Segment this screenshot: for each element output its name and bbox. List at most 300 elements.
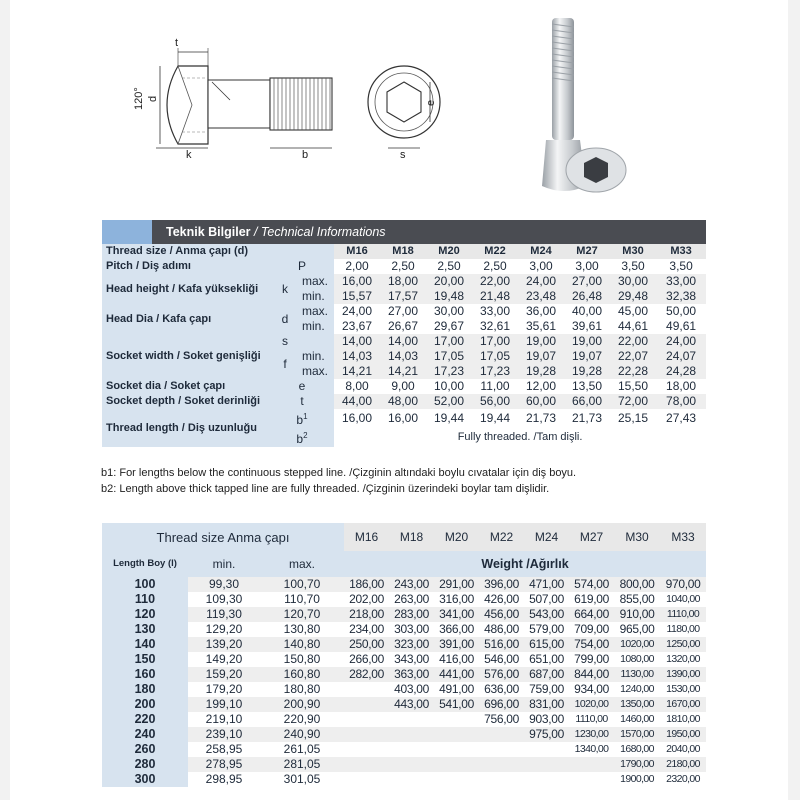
- length-header: Length Boy (l): [102, 551, 188, 577]
- length-min-cell: 298,95: [205, 772, 243, 786]
- table-row: [102, 667, 706, 682]
- weight-cell: 243,00: [389, 577, 434, 592]
- value-cell: 56,00: [472, 394, 518, 409]
- table-row: [102, 637, 706, 652]
- bolt-head-side-view: [167, 66, 208, 144]
- length-cell: 220: [102, 712, 188, 727]
- length-min-cell: 109,30: [205, 592, 243, 606]
- value-cell: 29,48: [610, 289, 656, 304]
- weight-cell: 910,00: [614, 607, 660, 622]
- length-max-cell: 301,05: [283, 772, 321, 786]
- weight-table-header-columns: [102, 551, 706, 577]
- head-height-symbol: k: [270, 274, 300, 304]
- length-max-cell: 150,80: [283, 652, 321, 666]
- value-cell: 14,00: [380, 334, 426, 349]
- size-cell: M20: [426, 244, 472, 259]
- empty-label: [300, 334, 334, 349]
- value-cell: 17,57: [380, 289, 426, 304]
- weight-cell: 1250,00: [660, 637, 706, 652]
- weight-cell: 391,00: [434, 637, 479, 652]
- min-label: min.: [300, 319, 334, 334]
- bolt-drawing-svg: [130, 30, 460, 160]
- length-cell: 180: [102, 682, 188, 697]
- weight-header: Weight /Ağırlık: [344, 551, 706, 577]
- weight-cell: 471,00: [524, 577, 569, 592]
- value-cell: 10,00: [426, 379, 472, 394]
- weight-cell: 202,00: [349, 592, 384, 606]
- fully-threaded-note: Fully threaded. /Tam dişli.: [457, 431, 583, 443]
- length-max-cell: 130,80: [283, 622, 321, 636]
- weight-cell: 1020,00: [614, 637, 660, 652]
- value-cell: 21,73: [518, 409, 564, 428]
- weight-cell: [344, 712, 389, 727]
- weight-cell: 1110,00: [575, 713, 608, 725]
- value-cell: 24,07: [656, 349, 706, 364]
- weight-cell: 263,00: [394, 592, 429, 606]
- max-label: max.: [300, 364, 334, 379]
- table-row: [102, 592, 706, 607]
- value-cell: 17,23: [426, 364, 472, 379]
- value-cell: 44,61: [610, 319, 656, 334]
- weight-cell: 1530,00: [666, 683, 700, 695]
- weight-cell: [479, 757, 524, 772]
- dim-b-label: b: [302, 149, 309, 161]
- value-cell: 17,05: [472, 349, 518, 364]
- weight-cell: 687,00: [524, 667, 569, 682]
- value-cell: 3,00: [518, 259, 564, 274]
- thread-length-label: Thread length / Diş uzunluğu: [102, 409, 270, 447]
- max-label: max.: [300, 274, 334, 289]
- size-header: M22: [479, 523, 524, 551]
- weight-cell: 1230,00: [569, 727, 614, 742]
- weight-cell: [344, 772, 389, 787]
- value-cell: 19,44: [426, 409, 472, 428]
- size-header: M16: [344, 523, 389, 551]
- value-cell: 22,28: [610, 364, 656, 379]
- weight-cell: 456,00: [479, 607, 524, 622]
- weight-cell: [479, 742, 524, 757]
- size-header: M27: [569, 523, 614, 551]
- weight-cell: 507,00: [529, 592, 564, 606]
- size-cell: M27: [564, 244, 610, 259]
- value-cell: 40,00: [564, 304, 610, 319]
- weight-cell: 965,00: [619, 622, 655, 636]
- value-cell: 32,38: [656, 289, 706, 304]
- length-min-cell: 119,30: [188, 607, 260, 622]
- weight-cell: 619,00: [574, 592, 609, 606]
- page-border-right: [788, 0, 800, 800]
- table-row: [102, 772, 706, 787]
- length-min-cell: 179,20: [205, 682, 243, 696]
- weight-cell: 366,00: [439, 622, 474, 636]
- weight-cell: [344, 742, 389, 757]
- length-cell: 130: [102, 622, 188, 637]
- table-row: [102, 727, 706, 742]
- weight-cell: 363,00: [389, 667, 434, 682]
- value-cell: 26,48: [564, 289, 610, 304]
- weight-cell: 323,00: [389, 637, 434, 652]
- weight-cell: 1460,00: [620, 713, 654, 725]
- socket-dia-symbol: e: [270, 379, 334, 394]
- value-cell: 24,00: [518, 274, 564, 289]
- weight-cell: 441,00: [434, 667, 479, 682]
- socket-depth-label: Socket depth / Soket derinliği: [102, 394, 270, 409]
- length-max-cell: 160,80: [260, 667, 344, 682]
- weight-cell: 759,00: [529, 682, 564, 696]
- value-cell: 19,00: [564, 334, 610, 349]
- value-cell: 14,00: [334, 334, 380, 349]
- socket-depth-row: [102, 394, 706, 409]
- value-cell: 17,00: [472, 334, 518, 349]
- length-min-cell: 149,20: [205, 652, 243, 666]
- size-header: M20: [434, 523, 479, 551]
- value-cell: 15,50: [610, 379, 656, 394]
- length-cell: 200: [102, 697, 188, 712]
- weight-cell: 283,00: [389, 607, 434, 622]
- socket-width-s-row: [102, 334, 706, 349]
- size-header: M30: [614, 523, 660, 551]
- length-min-cell: 99,30: [188, 577, 260, 592]
- weight-cell: 291,00: [434, 577, 479, 592]
- value-cell: 60,00: [518, 394, 564, 409]
- weight-cell: 343,00: [394, 652, 429, 666]
- value-cell: 66,00: [564, 394, 610, 409]
- weight-cell: 1110,00: [660, 607, 706, 622]
- table-row: [102, 742, 706, 757]
- weight-cell: 970,00: [660, 577, 706, 592]
- length-min-cell: 159,20: [188, 667, 260, 682]
- weight-cell: 1570,00: [614, 727, 660, 742]
- value-cell: 27,00: [380, 304, 426, 319]
- weight-cell: [434, 742, 479, 757]
- thread-size-row: [102, 244, 706, 259]
- length-cell: 300: [102, 772, 188, 787]
- length-cell: 150: [102, 652, 188, 667]
- weight-cell: 416,00: [439, 652, 474, 666]
- length-max-cell: 110,70: [284, 592, 320, 606]
- value-cell: 18,00: [656, 379, 706, 394]
- length-max-cell: 220,90: [283, 712, 321, 726]
- size-cell: M18: [380, 244, 426, 259]
- value-cell: 13,50: [564, 379, 610, 394]
- length-max-cell: 261,05: [283, 742, 321, 756]
- weight-cell: 756,00: [484, 712, 519, 726]
- value-cell: 72,00: [610, 394, 656, 409]
- thread-length-symbol-b2: $b^2$: [270, 428, 334, 447]
- length-cell: 100: [102, 577, 188, 592]
- weight-cell: [389, 772, 434, 787]
- weight-cell: [524, 757, 569, 772]
- weight-cell: 1810,00: [666, 713, 700, 725]
- value-cell: 23,48: [518, 289, 564, 304]
- value-cell: 17,00: [426, 334, 472, 349]
- weight-cell: [524, 772, 569, 787]
- weight-cell: 234,00: [349, 622, 384, 636]
- dim-angle-label: 120°: [133, 87, 145, 110]
- value-cell: 24,00: [334, 304, 380, 319]
- pitch-row: [102, 259, 706, 274]
- value-cell: 2,50: [472, 259, 518, 274]
- value-cell: 14,03: [380, 349, 426, 364]
- head-dia-label: Head Dia / Kafa çapı: [102, 304, 270, 334]
- length-cell: 110: [102, 592, 188, 607]
- value-cell: 36,00: [518, 304, 564, 319]
- weight-cell: 303,00: [394, 622, 429, 636]
- table-row: [102, 577, 706, 592]
- value-cell: 49,61: [656, 319, 706, 334]
- weight-cell: [344, 727, 389, 742]
- weight-cell: 403,00: [394, 682, 429, 696]
- weight-cell: [479, 727, 524, 742]
- length-min-cell: 219,10: [205, 712, 243, 726]
- weight-table-title: Thread size Anma çapı: [102, 523, 344, 551]
- weight-cell: 1240,00: [620, 683, 654, 695]
- weight-cell: 1790,00: [614, 757, 660, 772]
- weight-cell: 1340,00: [574, 743, 609, 755]
- length-max-cell: 180,80: [283, 682, 321, 696]
- value-cell: 25,15: [610, 409, 656, 428]
- head-height-max-row: [102, 274, 706, 289]
- length-cell: 260: [102, 742, 188, 757]
- weight-cell: [569, 757, 614, 772]
- weight-cell: 576,00: [479, 667, 524, 682]
- value-cell: 78,00: [656, 394, 706, 409]
- weight-cell: [524, 742, 569, 757]
- value-cell: 44,00: [334, 394, 380, 409]
- length-cell: 140: [102, 637, 188, 652]
- socket-width-symbol-f: f: [270, 349, 300, 379]
- weight-cell: 1390,00: [660, 667, 706, 682]
- table-row: [102, 757, 706, 772]
- weight-cell: 1020,00: [569, 697, 614, 712]
- weight-cell: [344, 697, 389, 712]
- size-header: M24: [524, 523, 569, 551]
- head-height-label: Head height / Kafa yüksekliği: [102, 274, 270, 304]
- value-cell: 11,00: [472, 379, 518, 394]
- weight-cell: 186,00: [344, 577, 389, 592]
- weight-cell: 975,00: [524, 727, 569, 742]
- value-cell: 19,48: [426, 289, 472, 304]
- value-cell: 39,61: [564, 319, 610, 334]
- dim-s-label: s: [400, 149, 406, 161]
- value-cell: 24,00: [656, 334, 706, 349]
- size-cell: M16: [334, 244, 380, 259]
- weight-cell: 1180,00: [666, 623, 700, 635]
- value-cell: 30,00: [610, 274, 656, 289]
- size-cell: M30: [610, 244, 656, 259]
- weight-cell: 282,00: [344, 667, 389, 682]
- head-dia-max-row: [102, 304, 706, 319]
- length-min-cell: 239,10: [188, 727, 260, 742]
- weight-cell: 1040,00: [666, 593, 700, 605]
- value-cell: 27,43: [656, 409, 706, 428]
- dim-k-label: k: [186, 149, 192, 161]
- value-cell: 32,61: [472, 319, 518, 334]
- footnotes: [101, 465, 576, 497]
- value-cell: 14,03: [334, 349, 380, 364]
- weight-cell: [389, 712, 434, 727]
- socket-dia-row: [102, 379, 706, 394]
- weight-cell: 709,00: [574, 622, 609, 636]
- size-header: M18: [389, 523, 434, 551]
- weight-cell: 636,00: [484, 682, 519, 696]
- weight-cell: 1080,00: [620, 653, 654, 665]
- value-cell: 22,00: [472, 274, 518, 289]
- weight-table-body: [102, 577, 706, 787]
- value-cell: 14,21: [334, 364, 380, 379]
- weight-cell: [344, 757, 389, 772]
- weight-cell: 579,00: [529, 622, 564, 636]
- weight-cell: 696,00: [479, 697, 524, 712]
- table-row: [102, 607, 706, 622]
- value-cell: 21,73: [564, 409, 610, 428]
- size-cell: M33: [656, 244, 706, 259]
- weight-cell: 426,00: [484, 592, 519, 606]
- value-cell: 23,67: [334, 319, 380, 334]
- technical-info-title: Teknik Bilgiler / Technical Informations: [152, 220, 706, 244]
- thread-length-symbol-b1: $b^1$: [270, 409, 334, 428]
- length-max-cell: 100,70: [260, 577, 344, 592]
- table-row: [102, 712, 706, 727]
- value-cell: 26,67: [380, 319, 426, 334]
- weight-cell: 903,00: [529, 712, 564, 726]
- footnote-b2: b2: Length above thick tapped line are fully threaded. /Çizginin üzerindeki boylar tam dişlidir.: [101, 483, 550, 495]
- weight-cell: [434, 757, 479, 772]
- weight-cell: 934,00: [574, 682, 609, 696]
- length-cell: 160: [102, 667, 188, 682]
- weight-cell: 516,00: [479, 637, 524, 652]
- length-cell: 240: [102, 727, 188, 742]
- weight-cell: 855,00: [619, 592, 655, 606]
- weight-cell: [434, 727, 479, 742]
- value-cell: 12,00: [518, 379, 564, 394]
- weight-cell: 664,00: [569, 607, 614, 622]
- socket-width-label: Socket width / Soket genişliği: [102, 334, 270, 379]
- size-cell: M24: [518, 244, 564, 259]
- weight-cell: [434, 772, 479, 787]
- weight-cell: 1670,00: [660, 697, 706, 712]
- weight-cell: 1130,00: [614, 667, 660, 682]
- dim-t-label: t: [175, 37, 179, 49]
- technical-info-title-bar: [102, 220, 706, 244]
- value-cell: 17,23: [472, 364, 518, 379]
- value-cell: 3,50: [656, 259, 706, 274]
- max-label: max.: [300, 304, 334, 319]
- value-cell: 52,00: [426, 394, 472, 409]
- value-cell: 17,05: [426, 349, 472, 364]
- weight-cell: [434, 712, 479, 727]
- title-accent-block: [102, 220, 152, 244]
- value-cell: 16,00: [334, 274, 380, 289]
- weight-cell: 543,00: [524, 607, 569, 622]
- value-cell: 30,00: [426, 304, 472, 319]
- table-row: [102, 622, 706, 637]
- weight-cell: 266,00: [349, 652, 384, 666]
- bolt-product-photo: [530, 10, 640, 195]
- weight-cell: 2040,00: [666, 743, 700, 755]
- value-cell: 19,28: [518, 364, 564, 379]
- weight-cell: 2180,00: [660, 757, 706, 772]
- value-cell: 2,50: [380, 259, 426, 274]
- value-cell: 3,00: [564, 259, 610, 274]
- value-cell: 19,07: [564, 349, 610, 364]
- thread-length-b1-row: [102, 409, 706, 428]
- bolt-technical-drawing: [130, 30, 460, 160]
- length-max-cell: 120,70: [260, 607, 344, 622]
- length-min-cell: 139,20: [188, 637, 260, 652]
- length-min-cell: 199,10: [188, 697, 260, 712]
- weight-cell: [389, 727, 434, 742]
- size-cell: M22: [472, 244, 518, 259]
- value-cell: 19,07: [518, 349, 564, 364]
- weight-cell: [569, 772, 614, 787]
- dim-e-label: e: [425, 99, 437, 106]
- max-header: max.: [260, 551, 344, 577]
- min-header: min.: [188, 551, 260, 577]
- value-cell: 21,48: [472, 289, 518, 304]
- weight-cell: 615,00: [524, 637, 569, 652]
- value-cell: 2,00: [334, 259, 380, 274]
- weight-cell: 1950,00: [660, 727, 706, 742]
- table-row: [102, 652, 706, 667]
- value-cell: 27,00: [564, 274, 610, 289]
- value-cell: 14,21: [380, 364, 426, 379]
- weight-cell: 491,00: [439, 682, 474, 696]
- length-cell: 120: [102, 607, 188, 622]
- weight-cell: 1680,00: [620, 743, 654, 755]
- thread-size-label: Thread size / Anma çapı (d): [102, 244, 334, 259]
- value-cell: 48,00: [380, 394, 426, 409]
- length-cell: 280: [102, 757, 188, 772]
- weight-cell: 574,00: [569, 577, 614, 592]
- value-cell: 50,00: [656, 304, 706, 319]
- weight-cell: [344, 682, 389, 697]
- value-cell: 8,00: [334, 379, 380, 394]
- weight-cell: 1900,00: [620, 773, 654, 785]
- min-label: min.: [300, 349, 334, 364]
- weight-cell: [389, 757, 434, 772]
- weight-table-header-sizes: [102, 523, 706, 551]
- weight-cell: 218,00: [344, 607, 389, 622]
- table-row: [102, 682, 706, 697]
- value-cell: 19,28: [564, 364, 610, 379]
- value-cell: 33,00: [656, 274, 706, 289]
- value-cell: 3,50: [610, 259, 656, 274]
- weight-cell: 396,00: [479, 577, 524, 592]
- value-cell: 16,00: [380, 409, 426, 428]
- value-cell: 9,00: [380, 379, 426, 394]
- weight-cell: 341,00: [434, 607, 479, 622]
- length-max-cell: 281,05: [260, 757, 344, 772]
- value-cell: 24,28: [656, 364, 706, 379]
- value-cell: 22,00: [610, 334, 656, 349]
- value-cell: 2,50: [426, 259, 472, 274]
- weight-cell: [479, 772, 524, 787]
- weight-cell: 1350,00: [614, 697, 660, 712]
- pitch-symbol: P: [270, 259, 334, 274]
- bolt-thread: [270, 78, 332, 130]
- head-dia-symbol: d: [270, 304, 300, 334]
- value-cell: 20,00: [426, 274, 472, 289]
- value-cell: 29,67: [426, 319, 472, 334]
- weight-cell: 754,00: [569, 637, 614, 652]
- value-cell: 16,00: [334, 409, 380, 428]
- size-header: M33: [660, 523, 706, 551]
- weight-cell: 541,00: [434, 697, 479, 712]
- socket-depth-symbol: t: [270, 394, 334, 409]
- length-max-cell: 140,80: [260, 637, 344, 652]
- weight-cell: 651,00: [529, 652, 564, 666]
